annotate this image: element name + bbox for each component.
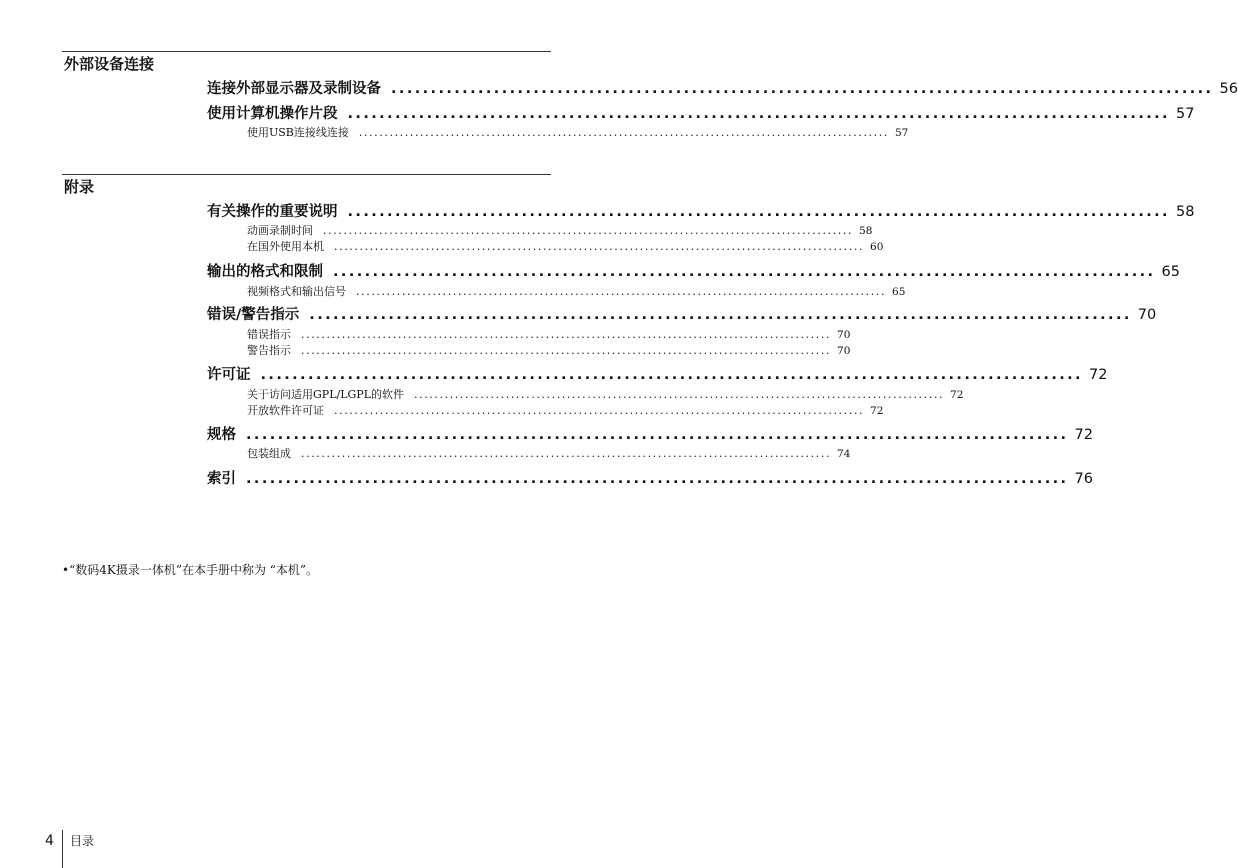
- leader-dots: ........................................................................................................: [246, 471, 1069, 487]
- toc-page-number: 58: [859, 225, 873, 237]
- toc-page-number: 70: [1137, 307, 1157, 323]
- section-title: 外部设备连接: [64, 55, 155, 73]
- toc-entry[interactable]: [207, 263, 1180, 281]
- toc-entry-label: 错误/警告指示: [207, 307, 300, 323]
- toc-page-number: 74: [837, 448, 851, 460]
- toc-page-number: 70: [837, 345, 851, 357]
- leader-dots: ........................................................................................................: [301, 344, 832, 357]
- toc-subentry[interactable]: [247, 404, 884, 418]
- toc-subentry-label: 关于访问适用GPL/LGPL的软件: [247, 388, 404, 401]
- leader-dots: ........................................................................................................: [391, 81, 1214, 97]
- leader-dots: ........................................................................................................: [301, 447, 832, 460]
- toc-subentry-label: 开放软件许可证: [247, 404, 324, 417]
- leader-dots: ........................................................................................................: [414, 388, 945, 401]
- toc-entry[interactable]: [207, 366, 1108, 384]
- toc-entry-label: 索引: [207, 471, 236, 487]
- leader-dots: ........................................................................................................: [334, 404, 865, 417]
- toc-page-number: 60: [870, 241, 884, 253]
- leader-dots: ........................................................................................................: [358, 126, 889, 139]
- toc-page-number: 72: [1074, 427, 1093, 443]
- footer-divider: [62, 830, 63, 868]
- leader-dots: ........................................................................................................: [246, 427, 1069, 443]
- toc-subentry[interactable]: [247, 285, 906, 299]
- leader-dots: ........................................................................................................: [334, 240, 865, 253]
- section-divider: [62, 174, 551, 175]
- leader-dots: ........................................................................................................: [309, 307, 1132, 323]
- leader-dots: ........................................................................................................: [323, 224, 854, 237]
- toc-page-number: 58: [1175, 204, 1195, 220]
- toc-entry[interactable]: [207, 105, 1195, 123]
- toc-subentry-label: 警告指示: [247, 344, 291, 357]
- toc-subentry-label: 错误指示: [247, 328, 291, 341]
- toc-page-number: 65: [1161, 264, 1180, 280]
- toc-page-number: 56: [1219, 81, 1238, 97]
- toc-subentry-label: 使用USB连接线连接: [247, 126, 349, 139]
- toc-entry-label: 许可证: [207, 367, 251, 383]
- toc-entry-label: 输出的格式和限制: [207, 264, 323, 280]
- leader-dots: ........................................................................................................: [347, 204, 1170, 220]
- toc-subentry[interactable]: [247, 240, 884, 254]
- toc-entry[interactable]: [207, 306, 1157, 324]
- section-title: 附录: [64, 178, 95, 196]
- toc-page-number: 76: [1074, 471, 1093, 487]
- toc-subentry-label: 动画录制时间: [247, 224, 313, 237]
- footer-section-label: 目录: [70, 834, 95, 848]
- section-divider: [62, 51, 551, 52]
- toc-page-number: 72: [950, 389, 964, 401]
- toc-subentry[interactable]: [247, 328, 851, 342]
- leader-dots: ........................................................................................................: [333, 264, 1156, 280]
- leader-dots: ........................................................................................................: [356, 285, 887, 298]
- toc-entry[interactable]: [207, 470, 1093, 488]
- toc-entry[interactable]: [207, 426, 1093, 444]
- toc-subentry[interactable]: [247, 126, 909, 140]
- toc-page-number: 57: [894, 127, 909, 139]
- toc-entry[interactable]: [207, 80, 1238, 98]
- leader-dots: ........................................................................................................: [301, 328, 832, 341]
- toc-subentry[interactable]: [247, 388, 964, 402]
- toc-entry-label: 规格: [207, 427, 236, 443]
- toc-entry-label: 连接外部显示器及录制设备: [207, 81, 381, 97]
- toc-subentry[interactable]: [247, 224, 873, 238]
- toc-subentry[interactable]: [247, 344, 851, 358]
- toc-subentry-label: 包装组成: [247, 447, 291, 460]
- footer-page-number: 4: [45, 833, 54, 849]
- leader-dots: ........................................................................................................: [347, 106, 1170, 122]
- toc-subentry-label: 在国外使用本机: [247, 240, 324, 253]
- toc-page-number: 65: [892, 286, 906, 298]
- toc-page-number: 72: [870, 405, 884, 417]
- naming-note: •“数码4K摄录一体机”在本手册中称为 “本机”。: [62, 563, 319, 577]
- toc-page-number: 72: [1088, 367, 1108, 383]
- leader-dots: ........................................................................................................: [260, 367, 1083, 383]
- toc-page-number: 70: [837, 329, 851, 341]
- toc-page-number: 57: [1175, 106, 1195, 122]
- toc-subentry-label: 视频格式和输出信号: [247, 285, 346, 298]
- toc-subentry[interactable]: [247, 447, 851, 461]
- toc-entry-label: 使用计算机操作片段: [207, 106, 338, 122]
- toc-entry[interactable]: [207, 203, 1195, 221]
- toc-entry-label: 有关操作的重要说明: [207, 204, 338, 220]
